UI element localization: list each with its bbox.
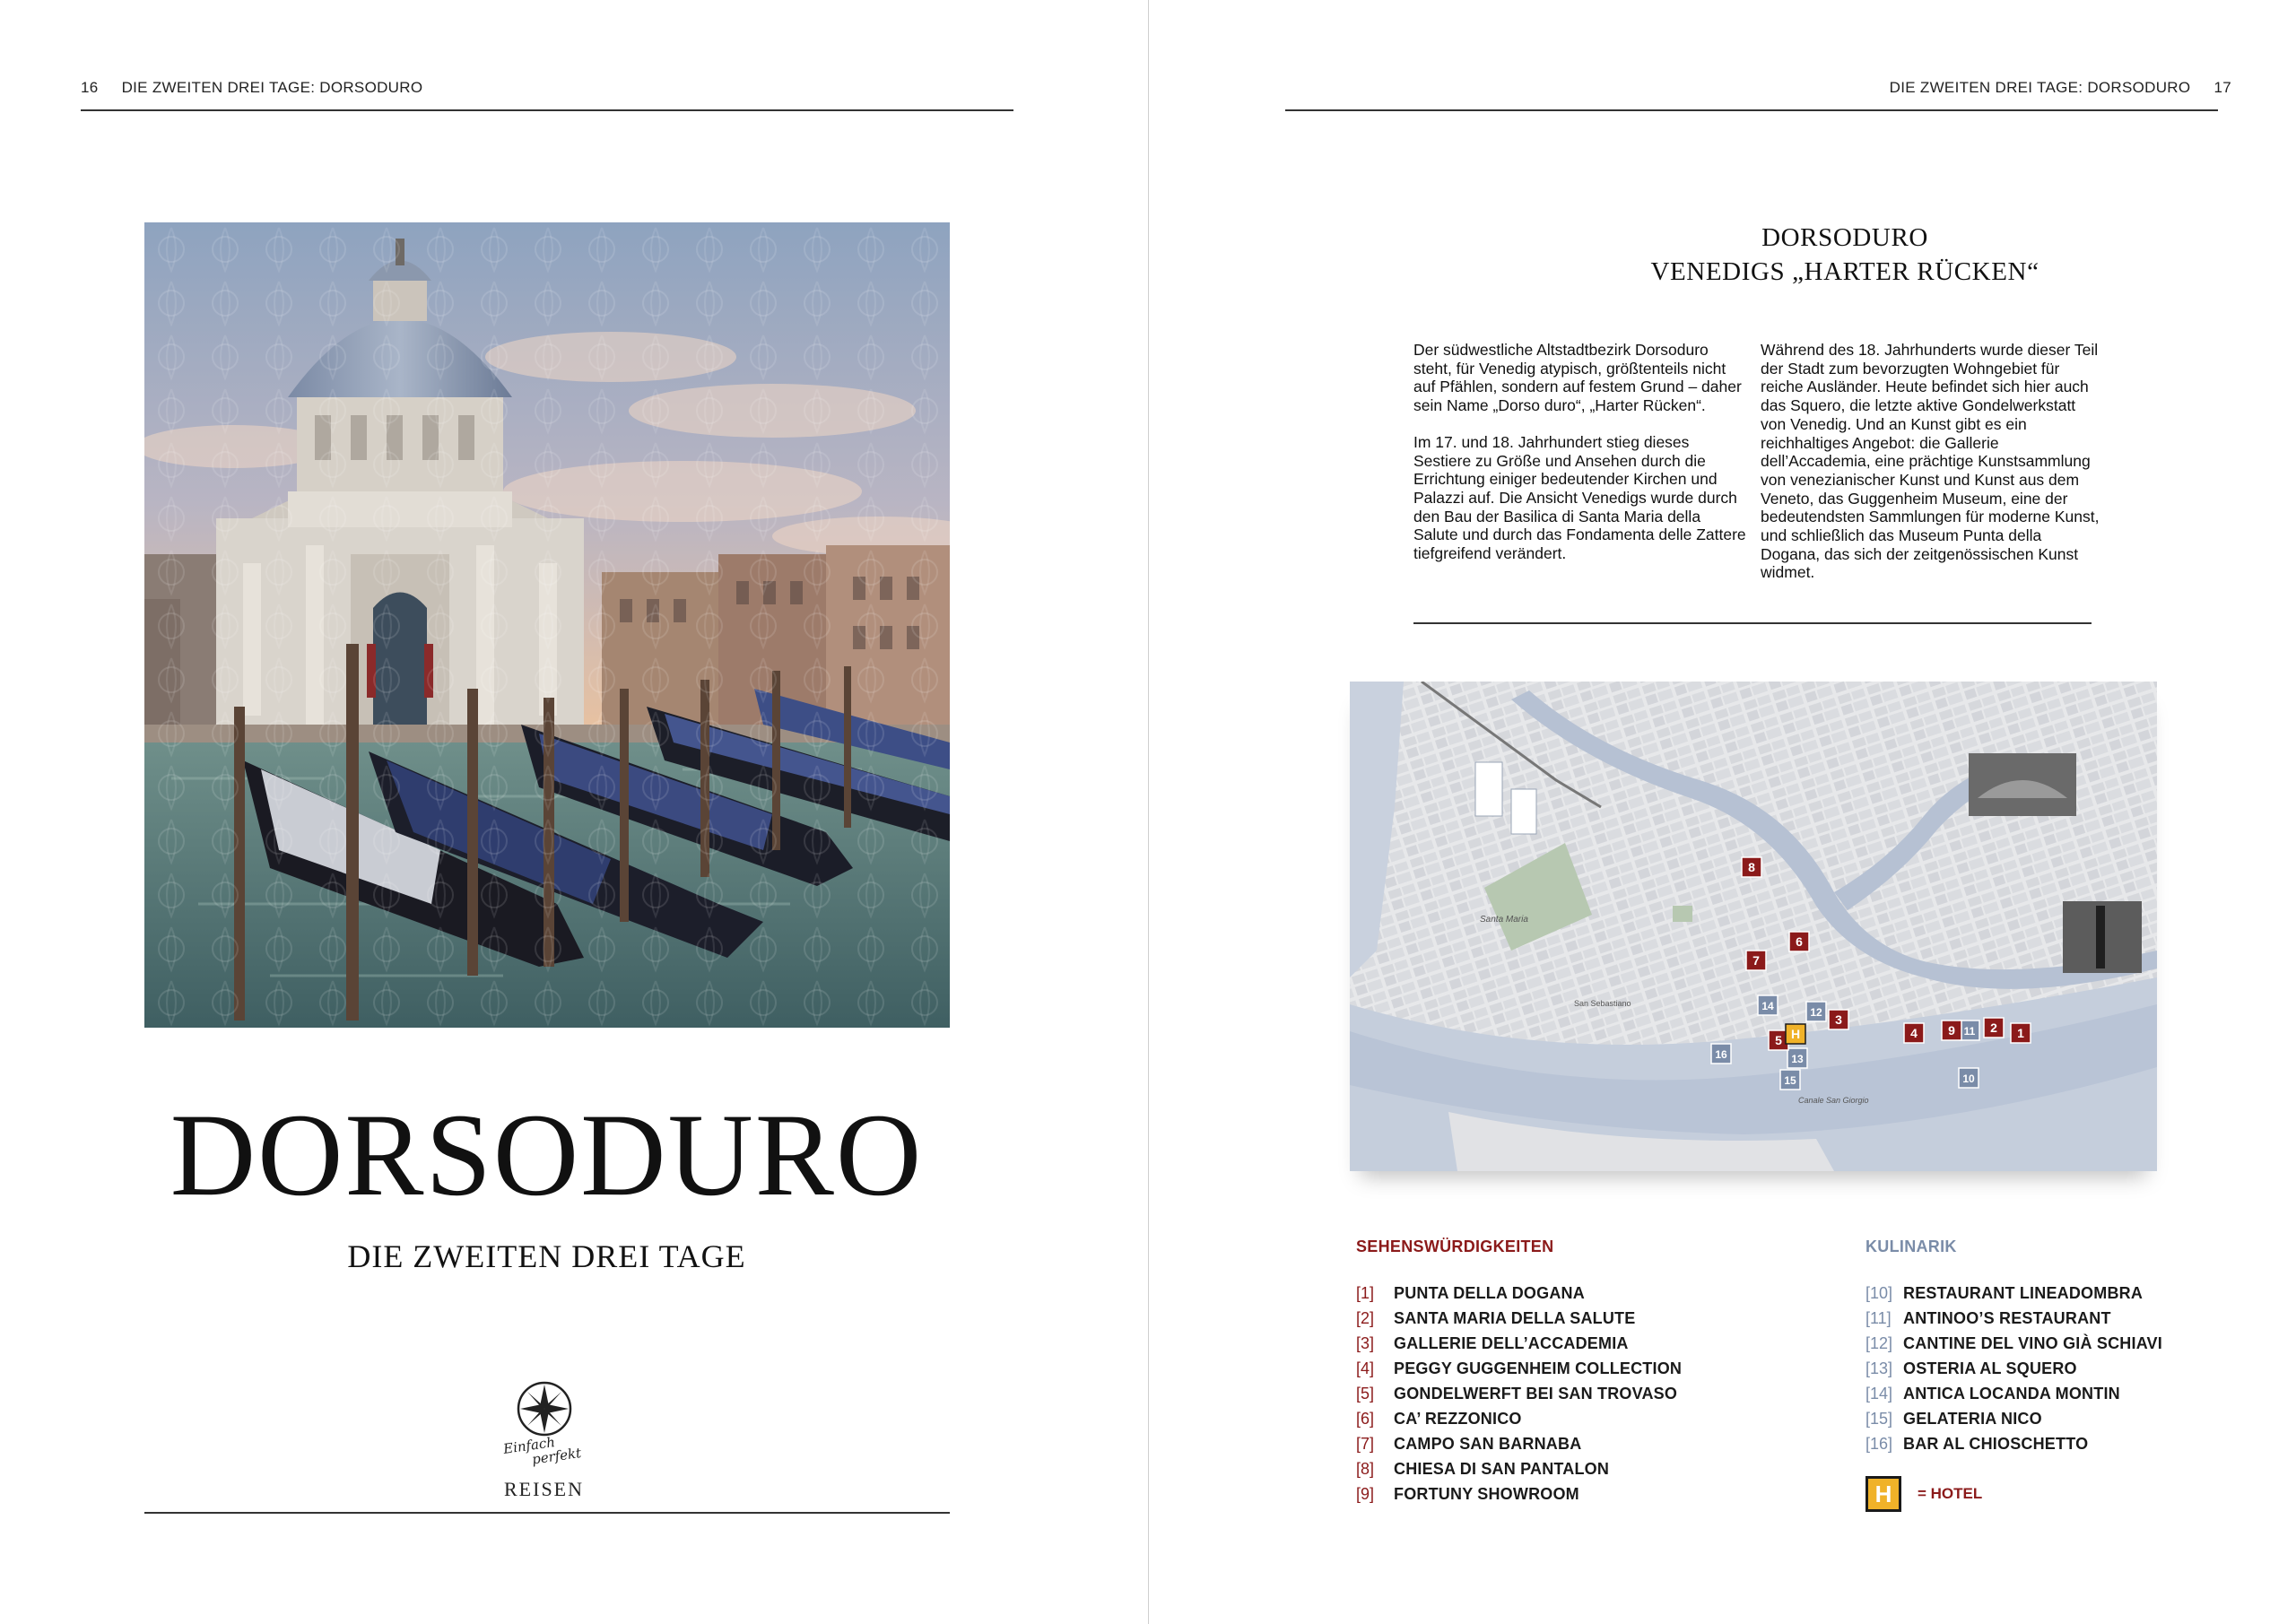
list-item-number: [9]	[1356, 1485, 1375, 1503]
salute-gondola-photo	[144, 222, 950, 1028]
map-marker-sight	[2011, 1023, 2031, 1043]
list-item-name: RESTAURANT LINEADOMBRA	[1903, 1284, 2144, 1302]
map-marker-food	[1787, 1048, 1807, 1068]
list-item-name: OSTERIA AL SQUERO	[1903, 1359, 2077, 1377]
list-item-name: FORTUNY SHOWROOM	[1394, 1485, 1579, 1503]
list-item-name: PEGGY GUGGENHEIM COLLECTION	[1394, 1359, 1683, 1377]
svg-text:H: H	[1790, 1027, 1801, 1041]
list-item-number: [2]	[1356, 1309, 1375, 1327]
list-item-name: GALLERIE DELL’ACCADEMIA	[1394, 1334, 1629, 1352]
page-number-left: 16	[81, 79, 99, 96]
map-marker-food	[1959, 1068, 1979, 1088]
footer-rule-left	[144, 1512, 950, 1514]
page-number-right: 17	[2213, 79, 2231, 96]
svg-text:5: 5	[1775, 1033, 1782, 1047]
paragraph: Im 17. und 18. Jahrhundert stieg dieses Sestiere zu Größe und Ansehen durch die Errichtung einiger bedeutender Kirchen und Palazzi auf. Die Ansicht Venedigs wurde durch den Bau der Basilica di Santa Maria della Salute und durch das Fondamenta delle Zattere tiefgreifend verändert.	[1413, 432, 1746, 563]
list-item-name: ANTICA LOCANDA MONTIN	[1903, 1385, 2120, 1403]
dorsoduro-map	[1350, 682, 2157, 1171]
sights-heading: SEHENSWÜRDIGKEITEN	[1356, 1238, 1554, 1255]
map-label-san-sebastiano: San Sebastiano	[1574, 999, 1631, 1008]
list-item-number: [11]	[1866, 1309, 1892, 1327]
list-item-number: [12]	[1866, 1334, 1893, 1352]
list-item	[1356, 1435, 1682, 1460]
list-item	[1356, 1410, 1682, 1435]
map-marker-food	[1960, 1020, 1979, 1040]
list-item-name: CAMPO SAN BARNABA	[1394, 1435, 1582, 1453]
right-page	[1149, 0, 2296, 1624]
list-item-name: CANTINE DEL VINO GIÀ SCHIAVI	[1903, 1334, 2162, 1352]
list-item-number: [16]	[1866, 1435, 1893, 1453]
list-item-number: [1]	[1356, 1284, 1375, 1302]
food-heading: KULINARIK	[1866, 1238, 1957, 1255]
text-column-1	[1413, 341, 1747, 581]
list-item	[1866, 1359, 2162, 1385]
list-item-name: ANTINOO’S RESTAURANT	[1903, 1309, 2111, 1327]
running-head-right	[1890, 79, 2231, 97]
map-marker-sight	[1829, 1010, 1848, 1029]
list-item	[1866, 1410, 2162, 1435]
map-marker-food	[1780, 1070, 1800, 1090]
svg-text:2: 2	[1990, 1020, 1997, 1035]
list-item	[1356, 1485, 1682, 1510]
list-item-name: CA’ REZZONICO	[1394, 1410, 1522, 1428]
map-marker-food	[1758, 995, 1778, 1015]
map-marker-sight	[1746, 951, 1766, 970]
list-item	[1356, 1385, 1682, 1410]
text-rule	[1413, 622, 2092, 624]
list-item-number: [5]	[1356, 1385, 1375, 1403]
list-item-name: GELATERIA NICO	[1903, 1410, 2042, 1428]
logo-script: Einfach perfekt	[502, 1434, 583, 1468]
map-marker-sight	[1742, 857, 1761, 877]
list-item	[1866, 1385, 2162, 1410]
list-item-number: [14]	[1866, 1385, 1893, 1403]
list-item	[1356, 1284, 1682, 1309]
svg-text:16: 16	[1715, 1048, 1727, 1061]
list-item	[1356, 1460, 1682, 1485]
list-item-number: [8]	[1356, 1460, 1375, 1478]
svg-text:1: 1	[2017, 1026, 2024, 1040]
list-item-name: GONDELWERFT BEI SAN TROVASO	[1394, 1385, 1678, 1403]
svg-text:14: 14	[1761, 1000, 1774, 1012]
list-item-name: BAR AL CHIOSCHETTO	[1903, 1435, 2089, 1453]
paragraph: Der südwestliche Altstadtbezirk Dorsoduro steht, für Venedig atypisch, größtenteils nicht auf Pfählen, sondern auf festem Grund – daher sein Name „Dorso duro“, „Harter Rücken“.	[1413, 341, 1742, 415]
list-item	[1866, 1435, 2162, 1460]
list-item	[1866, 1309, 2162, 1334]
svg-text:6: 6	[1796, 934, 1803, 949]
brand-logo	[491, 1379, 603, 1501]
list-item-number: [15]	[1866, 1410, 1893, 1428]
list-item-name: PUNTA DELLA DOGANA	[1394, 1284, 1585, 1302]
header-rule-left	[81, 109, 1013, 111]
sights-list	[1356, 1284, 1682, 1510]
map-marker-sight	[1789, 932, 1809, 951]
running-title-right: DIE ZWEITEN DREI TAGE: DORSODURO	[1889, 79, 2191, 96]
map-marker-sight	[1942, 1020, 1961, 1040]
list-item-number: [4]	[1356, 1359, 1375, 1377]
compass-icon	[515, 1379, 574, 1438]
svg-text:3: 3	[1835, 1012, 1842, 1027]
hotel-marker-icon: H	[1866, 1476, 1901, 1512]
list-item-name: SANTA MARIA DELLA SALUTE	[1394, 1309, 1636, 1327]
svg-text:12: 12	[1810, 1006, 1822, 1019]
svg-text:8: 8	[1748, 860, 1755, 874]
svg-text:15: 15	[1784, 1074, 1796, 1087]
running-head-left	[81, 79, 422, 97]
svg-text:4: 4	[1910, 1026, 1918, 1040]
chapter-title: DORSODURO	[170, 1089, 924, 1220]
list-item-number: [6]	[1356, 1410, 1375, 1428]
map-marker-hotel	[1786, 1024, 1805, 1044]
svg-text:10: 10	[1962, 1073, 1975, 1085]
map-label-santa-maria: Santa Maria	[1480, 915, 1528, 925]
list-item-number: [7]	[1356, 1435, 1375, 1453]
header-rule-right	[1285, 109, 2218, 111]
logo-word: REISEN	[504, 1478, 584, 1500]
map-marker-food	[1806, 1002, 1826, 1021]
section-title: DORSODURO VENEDIGS „HARTER RÜCKEN“	[1650, 223, 2039, 286]
list-item	[1356, 1359, 1682, 1385]
svg-text:7: 7	[1752, 953, 1760, 968]
text-column-2	[1761, 341, 2101, 600]
list-item-number: [13]	[1866, 1359, 1893, 1377]
chapter-subtitle: DIE ZWEITEN DREI TAGE	[347, 1238, 746, 1274]
svg-text:13: 13	[1791, 1053, 1804, 1065]
paragraph: Während des 18. Jahrhunderts wurde dieser Teil der Stadt zum bevorzugten Wohngebiet für reiche Ausländer. Heute befindet sich hier auch das Squero, die letzte aktive Gondelwerkstatt von Venedig. Und an Kunst gibt es ein reichhaltiges Angebot: die Gallerie dell’Accademia, eine prächtige Kunstsammlung von venezianischer Kunst und Kunst aus dem Veneto, das Guggenheim Museum, eine der bedeutendsten Sammlungen für moderne Kunst, und schließlich das Museum Punta della Dogana, das sich der zeitgenössischen Kunst widmet.	[1761, 341, 2100, 582]
hotel-key-label: = HOTEL	[1918, 1485, 1983, 1502]
running-title-left: DIE ZWEITEN DREI TAGE: DORSODURO	[121, 79, 423, 96]
list-item-name: CHIESA DI SAN PANTALON	[1394, 1460, 1610, 1478]
list-item	[1866, 1334, 2162, 1359]
list-item	[1356, 1309, 1682, 1334]
list-item-number: [3]	[1356, 1334, 1375, 1352]
svg-text:11: 11	[1963, 1025, 1976, 1038]
map-label-canale: Canale San Giorgio	[1798, 1096, 1869, 1105]
map-marker-sight	[1984, 1018, 2004, 1038]
map-marker-sight	[1904, 1023, 1924, 1043]
svg-text:9: 9	[1948, 1023, 1955, 1038]
map-marker-food	[1711, 1044, 1731, 1064]
list-item	[1866, 1284, 2162, 1309]
list-item	[1356, 1334, 1682, 1359]
list-item-number: [10]	[1866, 1284, 1893, 1302]
food-list	[1866, 1284, 2162, 1460]
